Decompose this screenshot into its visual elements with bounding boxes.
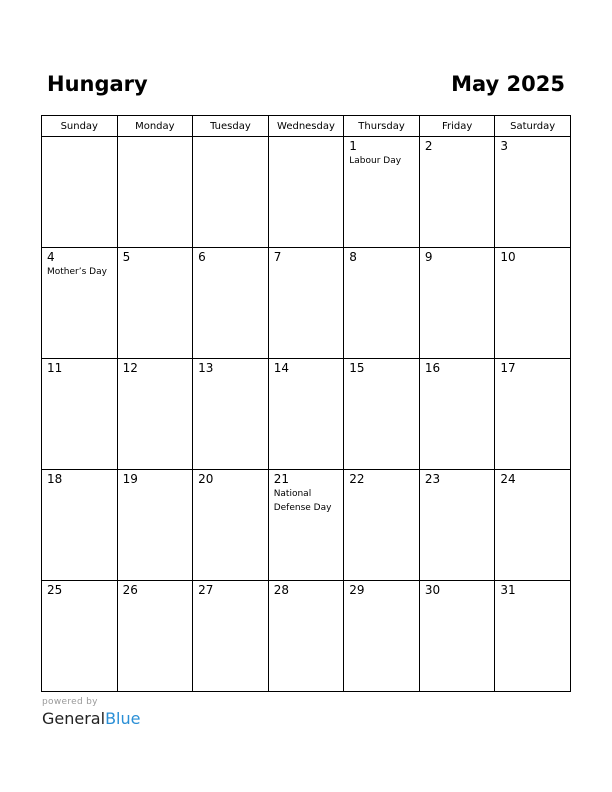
day-number: 14 xyxy=(273,361,289,375)
day-cell[interactable] xyxy=(117,137,193,248)
day-cell[interactable] xyxy=(344,137,420,248)
brand-blue: Blue xyxy=(105,709,141,728)
day-number xyxy=(193,137,268,139)
weekday-header: Tuesday xyxy=(193,116,269,137)
day-cell[interactable] xyxy=(193,248,269,359)
day-number: 2 xyxy=(424,139,433,153)
day-number: 26 xyxy=(122,583,138,597)
day-number: 8 xyxy=(349,250,357,264)
holiday-label: National Defense Day xyxy=(273,489,332,513)
country-title: Hungary xyxy=(47,72,148,96)
day-cell[interactable] xyxy=(344,359,420,470)
day-cell[interactable] xyxy=(268,470,344,581)
day-cell[interactable] xyxy=(268,248,344,359)
day-cell[interactable] xyxy=(117,581,193,692)
day-cell[interactable] xyxy=(344,248,420,359)
day-cell[interactable] xyxy=(117,248,193,359)
weekday-header-row xyxy=(42,116,571,137)
day-cell[interactable] xyxy=(495,248,571,359)
day-cell[interactable] xyxy=(193,581,269,692)
day-number: 1 xyxy=(349,139,357,153)
week-row xyxy=(42,581,571,692)
day-cell[interactable] xyxy=(495,359,571,470)
weekday-header: Thursday xyxy=(344,116,420,137)
week-row xyxy=(42,137,571,248)
day-number: 20 xyxy=(198,472,214,486)
day-cell[interactable] xyxy=(42,581,118,692)
day-number: 10 xyxy=(500,250,516,264)
day-cell[interactable] xyxy=(193,137,269,248)
weekday-header: Monday xyxy=(117,116,193,137)
day-number: 9 xyxy=(424,250,433,264)
day-number xyxy=(118,137,193,139)
day-cell[interactable] xyxy=(495,581,571,692)
day-cell[interactable] xyxy=(344,470,420,581)
day-number: 24 xyxy=(500,472,516,486)
day-number: 5 xyxy=(122,250,131,264)
day-cell[interactable] xyxy=(193,359,269,470)
day-number: 31 xyxy=(500,583,516,597)
generalblue-logo[interactable] xyxy=(42,709,140,729)
week-row xyxy=(42,248,571,359)
day-number: 21 xyxy=(273,472,289,486)
day-number xyxy=(269,137,344,139)
day-number: 18 xyxy=(47,472,63,486)
calendar-grid xyxy=(41,115,571,692)
day-number: 27 xyxy=(198,583,214,597)
day-number: 19 xyxy=(122,472,138,486)
day-cell[interactable] xyxy=(42,137,118,248)
day-number: 6 xyxy=(198,250,206,264)
day-number: 15 xyxy=(349,361,365,375)
brand-general: General xyxy=(42,709,106,728)
footer-branding xyxy=(42,697,140,729)
weekday-header: Sunday xyxy=(42,116,118,137)
weekday-header: Wednesday xyxy=(268,116,344,137)
day-number: 4 xyxy=(47,250,55,264)
day-cell[interactable] xyxy=(42,470,118,581)
day-number: 3 xyxy=(500,139,509,153)
day-cell[interactable] xyxy=(495,137,571,248)
day-number: 12 xyxy=(122,361,138,375)
day-number: 28 xyxy=(273,583,289,597)
powered-by-text: powered by xyxy=(42,697,98,707)
day-cell[interactable] xyxy=(117,359,193,470)
day-cell[interactable] xyxy=(42,359,118,470)
day-cell[interactable] xyxy=(419,137,495,248)
day-cell[interactable] xyxy=(344,581,420,692)
day-cell[interactable] xyxy=(419,359,495,470)
day-cell[interactable] xyxy=(268,137,344,248)
day-number xyxy=(42,137,117,139)
day-number: 29 xyxy=(349,583,365,597)
day-cell[interactable] xyxy=(495,470,571,581)
day-cell[interactable] xyxy=(419,470,495,581)
weekday-header: Saturday xyxy=(495,116,571,137)
day-cell[interactable] xyxy=(193,470,269,581)
day-number: 30 xyxy=(424,583,441,597)
week-row xyxy=(42,359,571,470)
day-cell[interactable] xyxy=(117,470,193,581)
day-number: 7 xyxy=(273,250,282,264)
day-number: 11 xyxy=(47,361,63,375)
week-row xyxy=(42,470,571,581)
day-cell[interactable] xyxy=(419,581,495,692)
day-number: 25 xyxy=(47,583,63,597)
day-number: 23 xyxy=(424,472,441,486)
month-title: May 2025 xyxy=(451,72,565,96)
day-cell[interactable] xyxy=(268,359,344,470)
day-cell[interactable] xyxy=(268,581,344,692)
day-number: 17 xyxy=(500,361,516,375)
weekday-header: Friday xyxy=(419,116,495,137)
holiday-label: Mother’s Day xyxy=(47,267,107,277)
day-cell[interactable] xyxy=(42,248,118,359)
day-cell[interactable] xyxy=(419,248,495,359)
day-number: 16 xyxy=(424,361,441,375)
holiday-label: Labour Day xyxy=(349,156,402,166)
day-number: 22 xyxy=(349,472,365,486)
day-number: 13 xyxy=(198,361,214,375)
